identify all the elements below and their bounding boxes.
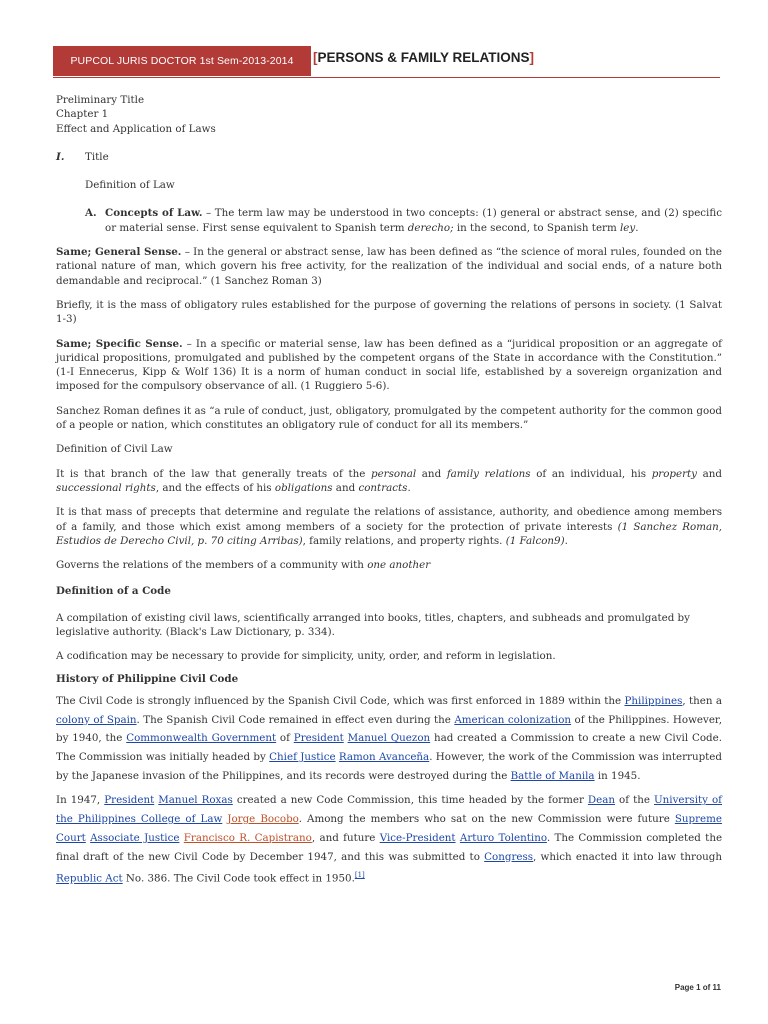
- page-number: Page 1 of 11: [674, 983, 721, 992]
- heading-effect: Effect and Application of Laws: [56, 122, 216, 135]
- document-body: [56, 93, 722, 888]
- link-congress[interactable]: Congress: [484, 850, 534, 863]
- page-header: [53, 46, 720, 78]
- link-president-roxas[interactable]: President: [104, 794, 155, 807]
- history-paragraph-1: The Civil Code is strongly influenced by the Spanish Civil Code, which was first enforced in 1889 within the Philippines, then a colony of Spain. The Spanish Civil Code remained in effect even during the American colonization of the Philippines. However, by 1940, the Commonwealth Government of President Manuel Quezon had created a Commission to create a new Civil Code. The Commission was initially headed by Chief Justice Ramon Avanceña. However, the work of the Commission was interrupted by the Japanese invasion of the Philippines, and its records were destroyed during the Battle of Manila in 1945.: [56, 694, 722, 782]
- link-supreme-court[interactable]: Supreme Court: [56, 813, 723, 844]
- header-course-label: PUPCOL JURIS DOCTOR 1st Sem-2013-2014: [53, 46, 311, 76]
- specific-sense-paragraph: Same; Specific Sense. – In a specific or material sense, law has been defined as a “juridical proposition or an aggregate of juridical propositions, promulgated and published by the competent organs of the State in accordance with the Constitution.” (1-I Ennecerus, Kipp & Wolf 136) It is a norm of human conduct in social life, established by a sovereign organization and imposed for the compulsory observance of all. (1 Ruggiero 5-6).: [56, 337, 722, 393]
- section-title: [56, 150, 722, 164]
- link-vice-president[interactable]: Vice-President: [379, 831, 456, 844]
- definition-of-law-heading: Definition of Law: [85, 179, 175, 192]
- section-numeral: I.: [56, 150, 65, 163]
- header-rule: [53, 77, 720, 78]
- definition-of-code-heading: Definition of a Code: [56, 585, 171, 598]
- header-bracket-open: [: [313, 50, 318, 65]
- compilation-paragraph: A compilation of existing civil laws, scientifically arranged into books, titles, chapters, and subheads and promulgated by legislative authority. (Black's Law Dictionary, p. 334).: [56, 611, 690, 639]
- mass-of-precepts-paragraph: It is that mass of precepts that determine and regulate the relations of assistance, authority, and obedience among members of a family, and those which exist among members of a society for the protection of private interests (1 Sanchez Roman, Estudios de Derecho Civil, p. 70 citing Arribas), family relations, and property rights. (1 Falcon9).: [56, 506, 723, 547]
- link-reference-1[interactable]: [1]: [354, 871, 365, 880]
- concepts-term: Concepts of Law.: [105, 207, 203, 220]
- concepts-of-law: [85, 206, 722, 235]
- link-philippines[interactable]: Philippines: [624, 694, 683, 707]
- general-sense-term: Same; General Sense.: [56, 246, 182, 259]
- concepts-label: A.: [85, 207, 97, 220]
- link-commonwealth-government[interactable]: Commonwealth Government: [126, 732, 277, 745]
- link-battle-of-manila[interactable]: Battle of Manila: [510, 769, 595, 782]
- link-president[interactable]: President: [293, 732, 344, 745]
- specific-sense-term: Same; Specific Sense.: [56, 337, 183, 350]
- governs-paragraph: Governs the relations of the members of a community with one another: [56, 559, 431, 572]
- header-title-text: PERSONS & FAMILY RELATIONS: [317, 50, 530, 65]
- link-up-college-of-law[interactable]: University of the Philippines College of Law: [56, 794, 722, 826]
- link-chief-justice[interactable]: Chief Justice: [269, 751, 336, 764]
- link-dean[interactable]: Dean: [587, 794, 616, 807]
- history-heading: History of Philippine Civil Code: [56, 672, 239, 685]
- link-manuel-quezon[interactable]: Manuel Quezon: [347, 732, 431, 745]
- definition-of-civil-law-heading: Definition of Civil Law: [56, 443, 173, 456]
- general-sense-paragraph: Same; General Sense. – In the general or abstract sense, law has been defined as “the science of moral rules, founded on the rational nature of man, which govern his free activity, for the realization of the individual and social ends, of a nature both demandable and reciprocal.” (1 Sanchez Roman 3): [56, 246, 722, 287]
- heading-chapter: Chapter 1: [56, 108, 109, 121]
- link-arturo-tolentino[interactable]: Arturo Tolentino: [459, 831, 547, 844]
- link-american-colonization[interactable]: American colonization: [454, 713, 572, 726]
- link-colony-of-spain[interactable]: colony of Spain: [56, 713, 137, 726]
- link-francisco-capistrano[interactable]: Francisco R. Capistrano: [183, 831, 312, 844]
- briefly-paragraph: Briefly, it is the mass of obligatory rules established for the purpose of governing the relations of persons in society. (1 Salvat 1-3): [56, 298, 722, 326]
- link-ramon-avancena[interactable]: Ramon Avanceña: [338, 751, 430, 764]
- link-associate-justice[interactable]: Associate Justice: [90, 831, 180, 844]
- link-republic-act[interactable]: Republic Act: [56, 872, 123, 885]
- section-title-text: Title: [85, 150, 109, 163]
- link-jorge-bocobo[interactable]: Jorge Bocobo: [227, 813, 299, 826]
- sanchez-roman-paragraph: Sanchez Roman defines it as “a rule of conduct, just, obligatory, promulgated by the competent authority for the common good of a people or nation, which constitutes an obligatory rule of conduct for all its members.”: [56, 404, 722, 432]
- history-paragraph-2: In 1947, President Manuel Roxas created a new Code Commission, this time headed by the former Dean of the University of the Philippines College of Law Jorge Bocobo. Among the members who sat on the new Commission were future Supreme Court Associate Justice Francisco R. Capistrano, and future Vice-President Arturo Tolentino. The Commission completed the final draft of the new Civil Code by December 1947, and this was submitted to Congress, which enacted it into law through Republic Act No. 386. The Civil Code took effect in 1950.[1]: [56, 794, 723, 885]
- link-manuel-roxas[interactable]: Manuel Roxas: [158, 794, 233, 807]
- branch-paragraph: It is that branch of the law that generally treats of the personal and family relations of an individual, his property and successional rights, and the effects of his obligations and contracts.: [56, 467, 722, 494]
- heading-preliminary: Preliminary Title: [56, 94, 145, 106]
- concepts-text: Concepts of Law. – The term law may be understood in two concepts: (1) general or abstract sense, and (2) specific or material sense. First sense equivalent to Spanish term derecho; in the second, to Spanish term ley.: [105, 207, 722, 234]
- header-title: [313, 50, 534, 65]
- codification-paragraph: A codification may be necessary to provide for simplicity, unity, order, and reform in legislation.: [56, 650, 556, 663]
- header-bracket-close: ]: [529, 50, 535, 65]
